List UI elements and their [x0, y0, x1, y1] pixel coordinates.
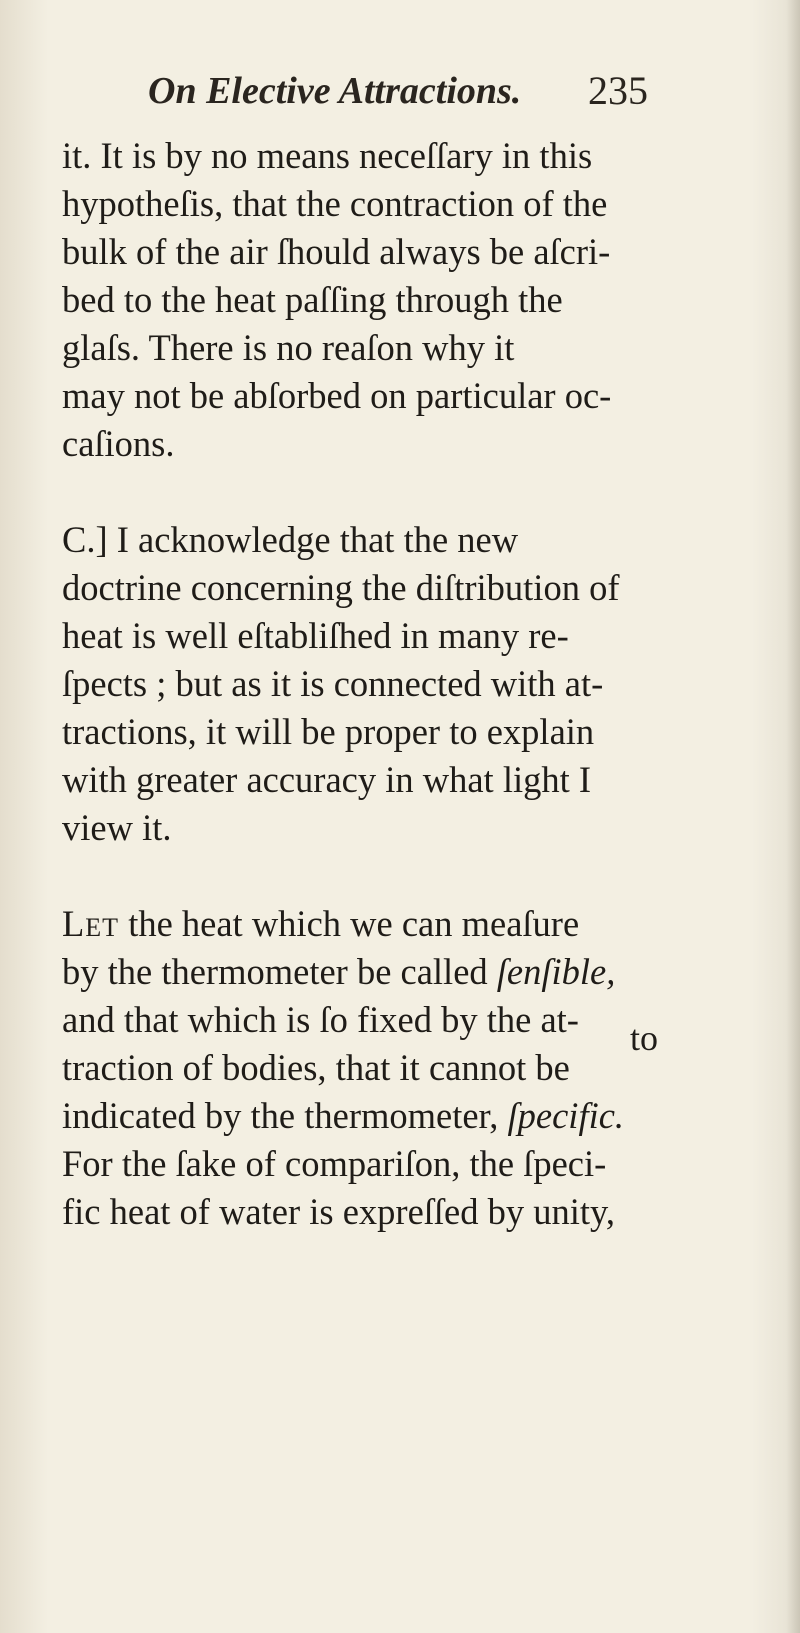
line-text: the heat which we can meaſure: [119, 903, 580, 944]
paragraph-3: [62, 900, 692, 1236]
body-text: [62, 132, 692, 1236]
text-line: For the ſake of compariſon, the ſpeci-: [62, 1143, 607, 1184]
text-line: C.] I acknowledge that the new: [62, 519, 519, 560]
catchword: to: [630, 1018, 659, 1058]
text-line: ſpects ; but as it is connected with at-: [62, 663, 604, 704]
text-line: [62, 1092, 692, 1140]
text-line: may not be abſorbed on particular oc-: [62, 375, 612, 416]
running-head: [0, 68, 800, 118]
paragraph-gap: [62, 852, 692, 900]
text-line: glaſs. There is no reaſon why it: [62, 327, 515, 368]
page-edge-shadow: [786, 0, 800, 1633]
italic-term-specific: ſpecific.: [507, 1095, 625, 1136]
text-line: fic heat of water is expreſſed by unity,: [62, 1191, 616, 1232]
line-text: by the thermometer be called: [62, 951, 488, 992]
italic-term-sensible: ſenſible,: [496, 951, 616, 992]
text-line: doctrine concerning the diſtribution of: [62, 567, 620, 608]
running-title: On Elective Attractions.: [148, 70, 522, 112]
page-number: 235: [588, 68, 648, 113]
text-line: hypotheſis, that the contraction of the: [62, 183, 608, 224]
text-line: heat is well eſtabliſhed in many re-: [62, 615, 569, 656]
text-line: [62, 948, 692, 996]
text-line: it. It is by no means neceſſary in this: [62, 135, 593, 176]
paragraph-1: [62, 132, 692, 468]
text-line: bulk of the air ſhould always be aſcri-: [62, 231, 611, 272]
text-line: traction of bodies, that it cannot be: [62, 1047, 570, 1088]
lead-in-word: Let: [62, 903, 120, 944]
text-line: and that which is ſo fixed by the at-: [62, 999, 579, 1040]
text-line: [62, 900, 692, 948]
line-text: indicated by the thermometer,: [62, 1095, 508, 1136]
text-line: with greater accuracy in what light I: [62, 759, 592, 800]
paragraph-2: [62, 516, 692, 852]
paragraph-gap: [62, 468, 692, 516]
text-line: caſions.: [62, 423, 175, 464]
text-line: tractions, it will be proper to explain: [62, 711, 595, 752]
text-line: view it.: [62, 807, 172, 848]
text-line: bed to the heat paſſing through the: [62, 279, 563, 320]
